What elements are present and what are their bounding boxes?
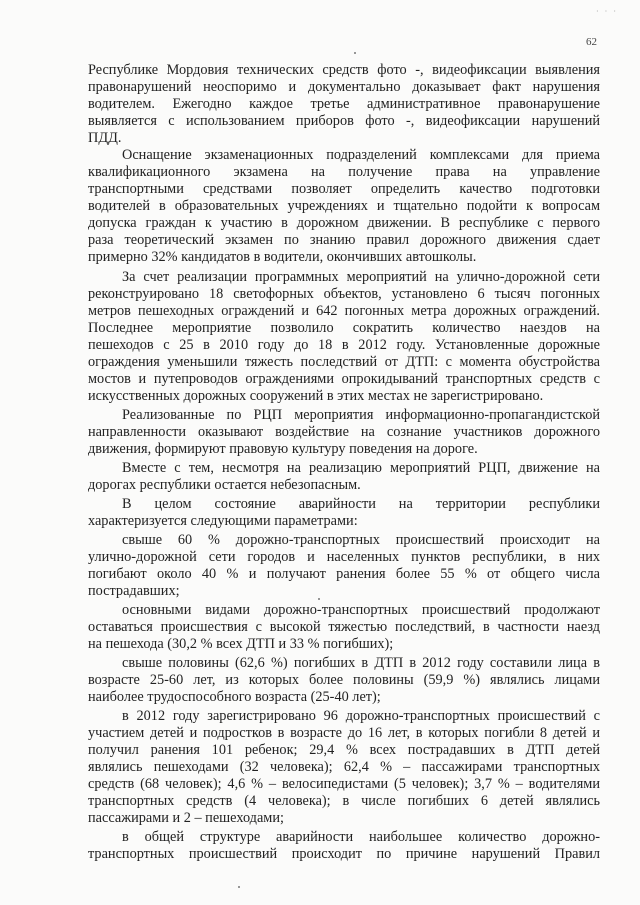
text-line: погибают около 40 % и получают ранения более 55 % от общего числа [88, 566, 600, 582]
text-line: ограждения уменьшили тяжесть последствий от ДТП: с момента обустройства [88, 354, 600, 370]
text-line: пассажирами и 2 – пешеходами; [88, 810, 284, 826]
text-line: направленности оказывают воздействие на сознание участников дорожного [88, 424, 600, 440]
text-line: движения, формируют правовую культуру поведения на дороге. [88, 441, 478, 457]
text-line: искусственных дорожных сооружений в этих местах не зарегистрировано. [88, 388, 544, 404]
scan-speck [318, 598, 320, 600]
paragraph-first-line: В целом состояние аварийности на территории республики [122, 496, 600, 512]
paragraph-first-line: Оснащение экзаменационных подразделений комплексами для приема [122, 147, 600, 163]
paragraph-first-line: За счет реализации программных мероприятий на улично-дорожной сети [122, 269, 600, 285]
text-line: водителем. Ежегодно каждое третье административное правонарушение [88, 96, 600, 112]
list-item-first-line: свыше половины (62,6 %) погибших в ДТП в 2012 году составили лица в [122, 655, 600, 671]
text-line: наиболее трудоспособного возраста (25-40 лет); [88, 689, 381, 705]
text-line: транспортных средств (4 человека); в числе погибших 6 детей являлись [88, 793, 600, 809]
list-item-first-line: основными видами дорожно-транспортных происшествий продолжают [122, 602, 600, 618]
text-line: характеризуется следующими параметрами: [88, 513, 358, 529]
corner-mark: · · · [596, 7, 618, 16]
scan-speck [354, 52, 356, 54]
text-line: являлись пешеходами (32 человека); 62,4 % – пассажирами транспортных [88, 759, 600, 775]
text-line: квалификационного экзамена на получение права на управление [88, 164, 600, 180]
text-line: дорогах республики остается небезопасным. [88, 477, 361, 493]
text-line: пострадавших; [88, 583, 180, 599]
paragraph-first-line: Вместе с тем, несмотря на реализацию мероприятий РЦП, движение на [122, 460, 600, 476]
text-line: на пешехода (30,2 % всех ДТП и 33 % погибших); [88, 636, 394, 652]
text-line: Последнее мероприятие позволило сократить количество наездов на [88, 320, 600, 336]
list-item-first-line: в 2012 году зарегистрировано 96 дорожно-транспортных происшествий с [122, 708, 600, 724]
text-line: оставаться происшествия с высокой тяжестью последствий, в частности наезд [88, 619, 600, 635]
text-line: реконструировано 18 светофорных объектов, установлено 6 тысяч погонных [88, 286, 600, 302]
list-item-first-line: свыше 60 % дорожно-транспортных происшествий происходит на [122, 532, 600, 548]
text-line: правонарушений неоспоримо и документально доказывает факт нарушения [88, 79, 600, 95]
text-line: мостов и путепроводов ограждениями опрокидываний транспортных средств с [88, 371, 600, 387]
text-line: участием детей и подростков в возрасте до 16 лет, в которых погибли 8 детей и [88, 725, 600, 741]
text-line: допуска граждан к участию в дорожном движении. В республике с первого [88, 215, 600, 231]
text-line: водителей в образовательных учреждениях и тщательно подойти к вопросам [88, 198, 600, 214]
text-line: раза теоретический экзамен по знанию правил дорожного движения сдает [88, 232, 600, 248]
text-line: метров пешеходных ограждений и 642 погонных метра дорожных ограждений. [88, 303, 600, 319]
text-line: ПДД. [88, 130, 122, 146]
paragraph-first-line: Реализованные по РЦП мероприятия информационно-пропагандистской [122, 407, 600, 423]
page-number: 62 [586, 36, 597, 48]
list-item-first-line: в общей структуре аварийности наибольшее количество дорожно- [122, 829, 600, 845]
text-line: улично-дорожной сети городов и населенных пунктов республики, в них [88, 549, 600, 565]
text-line: выявляется с использованием приборов фото -, видеофиксации нарушений [88, 113, 600, 129]
text-line: получил ранения 101 ребенок; 29,4 % всех пострадавших в ДТП детей [88, 742, 600, 758]
text-line: примерно 32% кандидатов в водители, окончивших автошколы. [88, 249, 477, 265]
text-line: пешеходов с 25 в 2010 году до 18 в 2012 году. Установленные дорожные [88, 337, 600, 353]
scan-speck [238, 886, 240, 888]
text-line: Республике Мордовия технических средств фото -, видеофиксации выявления [88, 62, 600, 78]
text-line: средств (68 человек); 4,6 % – велосипедистами (5 человек); 3,7 % – водителями [88, 776, 600, 792]
text-line: транспортных происшествий происходит по причине нарушений Правил [88, 846, 600, 862]
text-line: транспортными средствами позволяет определить качество подготовки [88, 181, 600, 197]
text-line: возрасте 25-60 лет, из которых более половины (59,9 %) являлись лицами [88, 672, 600, 688]
